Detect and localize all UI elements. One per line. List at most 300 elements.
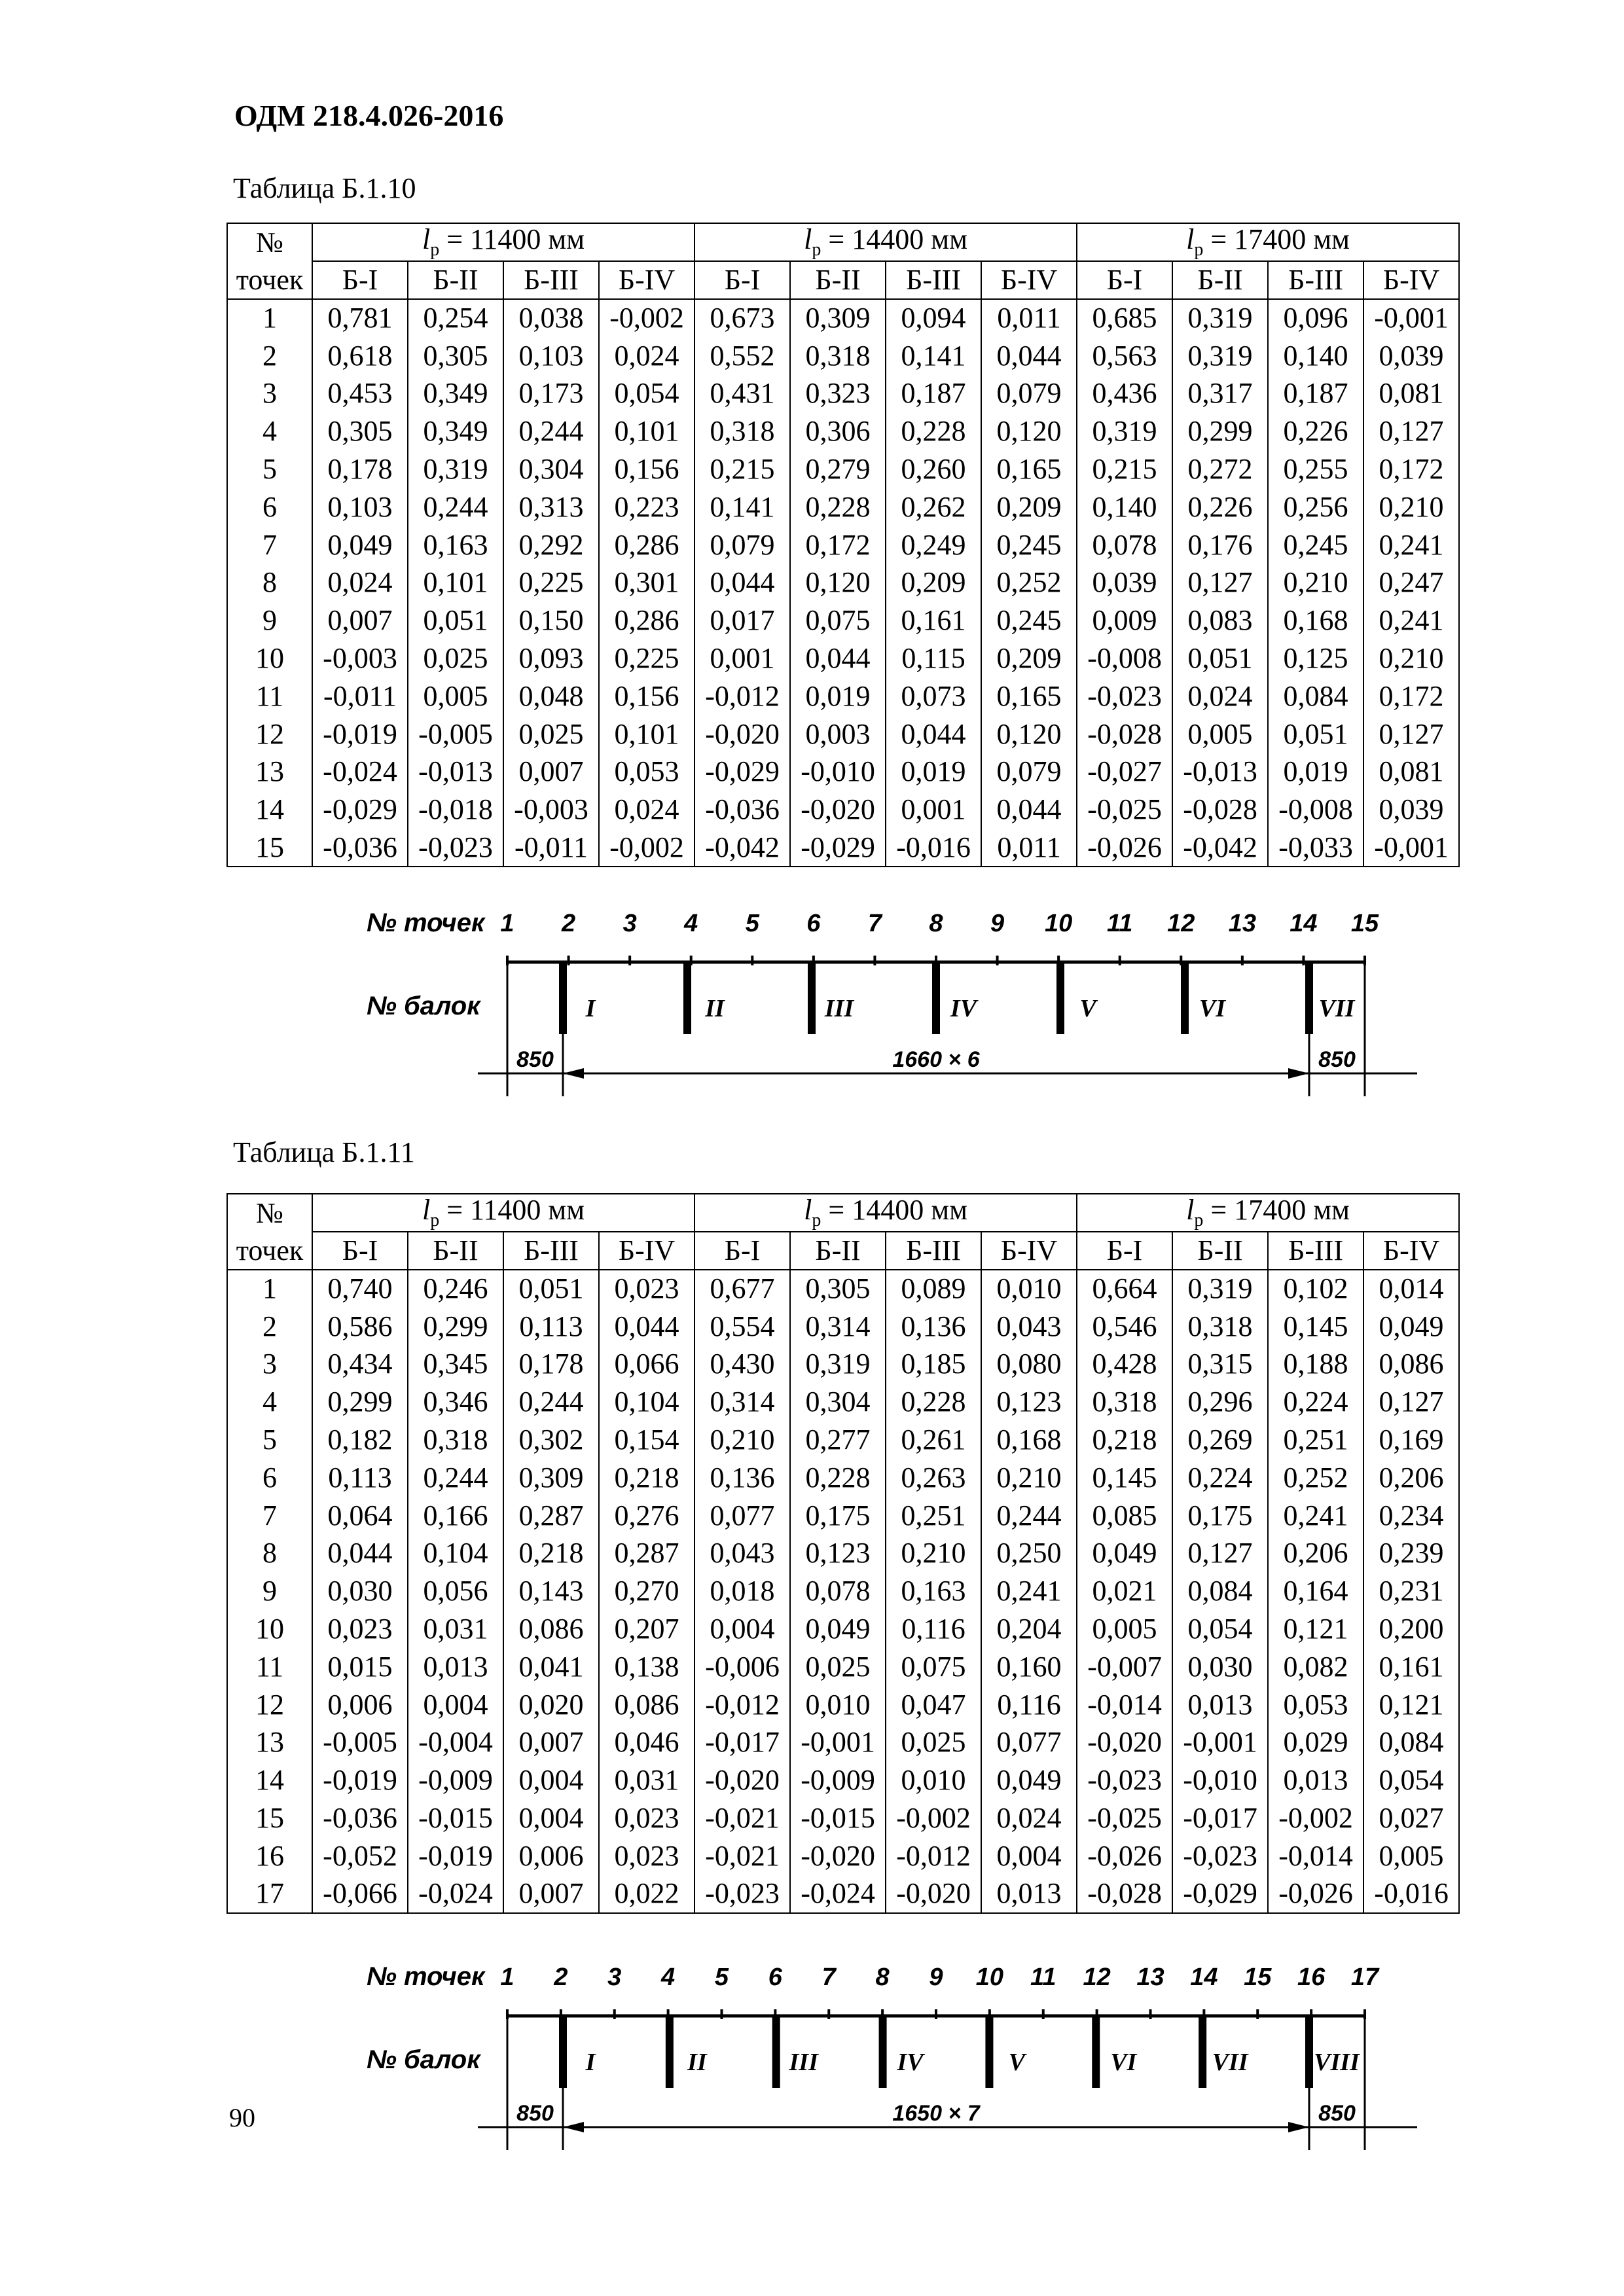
point-number: 9	[227, 601, 312, 639]
table-row	[227, 1837, 1459, 1875]
beam-header: Б-IV	[599, 1232, 695, 1270]
coefficient-cell: 0,023	[599, 1837, 695, 1875]
point-number-label: 8	[875, 1964, 890, 1991]
coefficient-cell: 0,077	[695, 1497, 790, 1535]
beam-header: Б-II	[1172, 1232, 1268, 1270]
coefficient-cell: 0,031	[599, 1761, 695, 1799]
coefficient-cell: 0,187	[886, 375, 981, 413]
beam-numeral: II	[687, 2049, 707, 2076]
coefficient-cell: 0,586	[312, 1308, 408, 1346]
coefficient-cell: 0,164	[1268, 1572, 1363, 1610]
coefficient-cell: 0,048	[503, 677, 599, 715]
table-row	[227, 1383, 1459, 1421]
coefficient-cell: 0,188	[1268, 1346, 1363, 1384]
point-number: 11	[227, 677, 312, 715]
points-subheader: точек	[227, 1232, 312, 1270]
coefficient-cell: 0,120	[790, 564, 886, 602]
point-number-label: 12	[1167, 910, 1195, 937]
coefficient-cell: 0,270	[599, 1572, 695, 1610]
beam-header: Б-I	[312, 1232, 408, 1270]
table-row	[227, 1270, 1459, 1308]
point-number: 14	[227, 1761, 312, 1799]
coefficient-cell: 0,145	[1268, 1308, 1363, 1346]
point-number: 6	[227, 488, 312, 526]
coefficient-cell: -0,028	[1077, 1875, 1172, 1913]
coefficient-cell: 0,304	[503, 450, 599, 488]
coefficient-cell: 0,005	[1172, 715, 1268, 753]
point-number: 11	[227, 1648, 312, 1686]
coefficient-cell: -0,003	[312, 639, 408, 677]
beam-scheme	[367, 1947, 1427, 2157]
coefficient-cell: -0,004	[408, 1724, 503, 1762]
table-row	[227, 1648, 1459, 1686]
coefficient-cell: -0,012	[695, 1686, 790, 1724]
table-row	[227, 829, 1459, 867]
coefficient-cell: 0,200	[1363, 1610, 1459, 1648]
coefficient-cell: 0,154	[599, 1421, 695, 1459]
coefficient-cell: 0,093	[503, 639, 599, 677]
beam-numeral: VI	[1199, 995, 1226, 1022]
beam-numeral: I	[585, 2049, 596, 2076]
coefficient-cell: 0,123	[790, 1535, 886, 1573]
coefficient-cell: 0,166	[408, 1497, 503, 1535]
coefficient-cell: -0,024	[312, 753, 408, 791]
coefficient-cell: 0,218	[599, 1459, 695, 1497]
coefficient-cell: 0,187	[1268, 375, 1363, 413]
beam-rib	[772, 2016, 780, 2088]
coefficient-cell: 0,005	[1363, 1837, 1459, 1875]
coefficient-cell: 0,314	[695, 1383, 790, 1421]
coefficient-cell: -0,006	[695, 1648, 790, 1686]
coefficient-cell: 0,004	[695, 1610, 790, 1648]
beam-header: Б-IV	[981, 261, 1077, 299]
beam-header: Б-II	[408, 1232, 503, 1270]
table-row	[227, 1799, 1459, 1837]
coefficient-cell: 0,022	[599, 1875, 695, 1913]
coefficient-cell: 0,318	[1172, 1308, 1268, 1346]
point-number: 2	[227, 1308, 312, 1346]
coefficient-cell: 0,136	[886, 1308, 981, 1346]
coefficient-cell: 0,013	[1268, 1761, 1363, 1799]
coefficient-cell: -0,018	[408, 791, 503, 829]
coefficient-cell: -0,005	[312, 1724, 408, 1762]
coefficient-cell: 0,345	[408, 1346, 503, 1384]
coefficient-cell: -0,042	[1172, 829, 1268, 867]
table-row	[227, 1421, 1459, 1459]
coefficient-cell: 0,250	[981, 1535, 1077, 1573]
point-number-label: 4	[684, 910, 698, 937]
coefficient-cell: -0,026	[1268, 1875, 1363, 1913]
coefficient-cell: 0,256	[1268, 488, 1363, 526]
coefficient-cell: 0,010	[981, 1270, 1077, 1308]
coefficient-cell: -0,001	[1363, 299, 1459, 337]
table-row	[227, 299, 1459, 337]
point-number: 12	[227, 1686, 312, 1724]
coefficient-cell: 0,121	[1268, 1610, 1363, 1648]
coefficient-cell: -0,019	[312, 715, 408, 753]
coefficient-cell: 0,313	[503, 488, 599, 526]
beam-header: Б-II	[1172, 261, 1268, 299]
span-header	[695, 223, 1077, 261]
coefficient-cell: 0,001	[886, 791, 981, 829]
coefficient-cell: 0,305	[790, 1270, 886, 1308]
point-number: 16	[227, 1837, 312, 1875]
span-value: = 17400 мм	[1203, 223, 1350, 256]
coefficient-cell: -0,024	[790, 1875, 886, 1913]
table-row	[227, 412, 1459, 450]
table-row	[227, 601, 1459, 639]
coefficient-cell: 0,260	[886, 450, 981, 488]
points-header: №	[227, 223, 312, 261]
coefficient-cell: 0,025	[408, 639, 503, 677]
coefficient-cell: 0,083	[1172, 601, 1268, 639]
table-row	[227, 639, 1459, 677]
point-number-label: 7	[867, 910, 882, 937]
coefficient-cell: 0,011	[981, 299, 1077, 337]
coefficient-cell: 0,287	[599, 1535, 695, 1573]
coefficient-cell: 0,269	[1172, 1421, 1268, 1459]
coefficient-cell: 0,025	[886, 1724, 981, 1762]
point-number-label: 13	[1228, 910, 1256, 937]
coefficient-cell: 0,006	[312, 1686, 408, 1724]
coefficient-cell: 0,261	[886, 1421, 981, 1459]
coefficient-cell: 0,239	[1363, 1535, 1459, 1573]
table-row	[227, 488, 1459, 526]
coefficient-cell: 0,054	[1172, 1610, 1268, 1648]
coefficient-cell: 0,079	[981, 753, 1077, 791]
coefficient-cell: 0,306	[790, 412, 886, 450]
end-dimension: 850	[1318, 2101, 1356, 2126]
coefficient-cell: 0,085	[1077, 1497, 1172, 1535]
coefficient-cell: 0,054	[1363, 1761, 1459, 1799]
point-number-label: 10	[975, 1964, 1004, 1991]
coefficient-cell: 0,051	[503, 1270, 599, 1308]
coefficient-cell: 0,685	[1077, 299, 1172, 337]
span-value: = 17400 мм	[1203, 1194, 1350, 1227]
lp-subscript: р	[812, 239, 821, 260]
coefficient-cell: -0,008	[1077, 639, 1172, 677]
table-caption: Таблица Б.1.10	[233, 172, 416, 204]
coefficient-cell: 0,160	[981, 1648, 1077, 1686]
coefficient-cell: 0,019	[886, 753, 981, 791]
table-row	[227, 1610, 1459, 1648]
coefficient-cell: 0,044	[312, 1535, 408, 1573]
beam-rib	[985, 2016, 993, 2088]
coefficient-cell: 0,011	[981, 829, 1077, 867]
points-subheader: точек	[227, 261, 312, 299]
coefficient-cell: 0,296	[1172, 1383, 1268, 1421]
coefficient-cell: 0,024	[599, 791, 695, 829]
coefficient-cell: -0,052	[312, 1837, 408, 1875]
points-label: № точек	[367, 908, 485, 937]
coefficient-cell: 0,145	[1077, 1459, 1172, 1497]
coefficient-cell: -0,010	[1172, 1761, 1268, 1799]
beam-numeral: VIII	[1314, 2049, 1360, 2076]
coefficient-cell: 0,277	[790, 1421, 886, 1459]
coefficient-cell: 0,299	[1172, 412, 1268, 450]
coefficient-cell: 0,113	[503, 1308, 599, 1346]
coefficient-cell: 0,244	[503, 412, 599, 450]
coefficient-cell: -0,013	[408, 753, 503, 791]
coefficient-cell: -0,025	[1077, 791, 1172, 829]
coefficient-cell: 0,673	[695, 299, 790, 337]
coefficient-cell: 0,073	[886, 677, 981, 715]
lp-subscript: р	[812, 1210, 821, 1230]
coefficient-cell: 0,254	[408, 299, 503, 337]
coefficient-cell: 0,210	[695, 1421, 790, 1459]
coefficient-cell: 0,044	[695, 564, 790, 602]
beam-numeral: I	[585, 995, 596, 1022]
points-header: №	[227, 1194, 312, 1232]
point-number: 3	[227, 1346, 312, 1384]
coefficient-cell: 0,319	[1077, 412, 1172, 450]
lp-subscript: р	[430, 239, 440, 260]
coefficient-cell: 0,453	[312, 375, 408, 413]
coefficient-cell: 0,023	[599, 1270, 695, 1308]
coefficient-cell: 0,013	[1172, 1686, 1268, 1724]
table-row	[227, 1761, 1459, 1799]
table-row	[227, 1535, 1459, 1573]
coefficient-cell: 0,120	[981, 715, 1077, 753]
coefficient-cell: -0,009	[790, 1761, 886, 1799]
beam-header: Б-III	[503, 261, 599, 299]
coefficient-cell: -0,036	[312, 1799, 408, 1837]
coefficient-cell: -0,023	[695, 1875, 790, 1913]
point-number: 13	[227, 1724, 312, 1762]
coefficient-cell: 0,263	[886, 1459, 981, 1497]
end-dimension: 850	[1318, 1047, 1356, 1072]
table-row	[227, 715, 1459, 753]
point-number-label: 3	[607, 1964, 622, 1991]
coefficient-cell: 0,305	[312, 412, 408, 450]
coefficient-cell: 0,182	[312, 1421, 408, 1459]
coefficient-cell: 0,086	[1363, 1346, 1459, 1384]
coefficient-cell: 0,127	[1363, 412, 1459, 450]
point-number: 8	[227, 1535, 312, 1573]
coefficient-cell: 0,241	[981, 1572, 1077, 1610]
coefficient-cell: 0,225	[599, 639, 695, 677]
coefficient-cell: 0,121	[1363, 1686, 1459, 1724]
coefficient-cell: -0,001	[1363, 829, 1459, 867]
coefficient-cell: 0,056	[408, 1572, 503, 1610]
coefficient-cell: 0,209	[886, 564, 981, 602]
coefficient-cell: 0,079	[695, 526, 790, 564]
coefficient-cell: 0,224	[1172, 1459, 1268, 1497]
coefficient-cell: 0,024	[599, 337, 695, 375]
coefficient-cell: 0,228	[790, 488, 886, 526]
coefficient-cell: 0,115	[886, 639, 981, 677]
coefficient-cell: 0,078	[790, 1572, 886, 1610]
table-row	[227, 1875, 1459, 1913]
span-header	[1077, 223, 1459, 261]
beam-scheme	[367, 893, 1427, 1103]
coefficient-cell: 0,082	[1268, 1648, 1363, 1686]
beam-numeral: IV	[897, 2049, 924, 2076]
beam-header: Б-IV	[981, 1232, 1077, 1270]
point-number: 12	[227, 715, 312, 753]
coefficient-cell: 0,156	[599, 677, 695, 715]
point-number-label: 8	[929, 910, 943, 937]
coefficient-cell: -0,001	[790, 1724, 886, 1762]
coefficient-cell: -0,023	[1172, 1837, 1268, 1875]
coefficient-cell: 0,554	[695, 1308, 790, 1346]
coefficient-cell: 0,039	[1077, 564, 1172, 602]
point-number-label: 3	[623, 910, 637, 937]
coefficient-cell: 0,175	[1172, 1497, 1268, 1535]
point-number-label: 4	[661, 1964, 676, 1991]
coefficient-cell: -0,001	[1172, 1724, 1268, 1762]
coefficient-cell: -0,023	[1077, 677, 1172, 715]
coefficient-cell: 0,156	[599, 450, 695, 488]
coefficient-cell: 0,246	[408, 1270, 503, 1308]
point-number-label: 13	[1136, 1964, 1164, 1991]
coefficient-cell: 0,252	[1268, 1459, 1363, 1497]
beam-numeral: IV	[950, 995, 977, 1022]
coefficient-cell: 0,023	[312, 1610, 408, 1648]
point-number: 14	[227, 791, 312, 829]
table-row	[227, 375, 1459, 413]
coefficient-cell: 0,123	[981, 1383, 1077, 1421]
coefficient-cell: 0,349	[408, 375, 503, 413]
coefficient-cell: -0,020	[886, 1875, 981, 1913]
coefficient-cell: 0,079	[981, 375, 1077, 413]
coefficient-cell: -0,014	[1268, 1837, 1363, 1875]
coefficient-cell: 0,251	[1268, 1421, 1363, 1459]
point-number-label: 14	[1290, 910, 1318, 937]
coefficient-cell: 0,116	[886, 1610, 981, 1648]
end-dimension: 850	[516, 1047, 554, 1072]
coefficient-cell: 0,249	[886, 526, 981, 564]
coefficient-cell: 0,047	[886, 1686, 981, 1724]
coefficient-cell: 0,431	[695, 375, 790, 413]
coefficient-cell: 0,024	[312, 564, 408, 602]
coefficient-cell: 0,004	[981, 1837, 1077, 1875]
coefficient-cell: 0,054	[599, 375, 695, 413]
dimension-arrow	[1288, 1068, 1309, 1079]
table-row	[227, 791, 1459, 829]
point-number-label: 14	[1190, 1964, 1218, 1991]
point-number-label: 6	[768, 1964, 782, 1991]
beam-numeral: III	[789, 2049, 818, 2076]
beams-label: № балок	[367, 992, 480, 1020]
coefficient-cell: -0,023	[408, 829, 503, 867]
coefficient-cell: 0,664	[1077, 1270, 1172, 1308]
beam-header: Б-II	[790, 1232, 886, 1270]
coefficient-cell: 0,168	[981, 1421, 1077, 1459]
coefficient-cell: -0,002	[599, 299, 695, 337]
coefficient-cell: 0,051	[1172, 639, 1268, 677]
point-number: 4	[227, 1383, 312, 1421]
coefficient-cell: -0,011	[312, 677, 408, 715]
beam-rib	[879, 2016, 887, 2088]
coefficient-cell: -0,028	[1172, 791, 1268, 829]
dimension-arrow	[563, 2122, 584, 2132]
coefficient-cell: -0,003	[503, 791, 599, 829]
coefficient-cell: 0,245	[1268, 526, 1363, 564]
coefficient-cell: 0,618	[312, 337, 408, 375]
coefficient-cell: 0,304	[790, 1383, 886, 1421]
beam-header: Б-IV	[1363, 1232, 1459, 1270]
coefficient-cell: 0,039	[1363, 791, 1459, 829]
page-number: 90	[229, 2103, 255, 2132]
coefficient-cell: 0,007	[503, 1724, 599, 1762]
coefficient-cell: 0,013	[981, 1875, 1077, 1913]
beam-header: Б-III	[503, 1232, 599, 1270]
coefficient-cell: 0,101	[599, 412, 695, 450]
beam-rib	[808, 962, 816, 1034]
coefficient-cell: 0,046	[599, 1724, 695, 1762]
point-number-label: 2	[562, 910, 576, 937]
coefficient-cell: 0,210	[886, 1535, 981, 1573]
coefficient-cell: -0,011	[503, 829, 599, 867]
coefficient-cell: 0,101	[599, 715, 695, 753]
coefficient-cell: 0,228	[886, 412, 981, 450]
table-row	[227, 337, 1459, 375]
point-number: 3	[227, 375, 312, 413]
coefficient-cell: 0,084	[1363, 1724, 1459, 1762]
coefficient-cell: 0,305	[408, 337, 503, 375]
coefficient-cell: 0,302	[503, 1421, 599, 1459]
point-number: 10	[227, 1610, 312, 1648]
coefficient-cell: 0,210	[1363, 488, 1459, 526]
table-row	[227, 1724, 1459, 1762]
coefficient-cell: 0,292	[503, 526, 599, 564]
coefficient-cell: 0,094	[886, 299, 981, 337]
coefficient-cell: 0,141	[695, 488, 790, 526]
coefficient-cell: 0,206	[1268, 1535, 1363, 1573]
table-row	[227, 677, 1459, 715]
coefficient-cell: 0,244	[408, 1459, 503, 1497]
coefficient-cell: 0,168	[1268, 601, 1363, 639]
coefficient-cell: -0,020	[790, 791, 886, 829]
coefficient-cell: -0,009	[408, 1761, 503, 1799]
coefficient-cell: 0,019	[1268, 753, 1363, 791]
coefficient-cell: 0,025	[503, 715, 599, 753]
table-caption: Таблица Б.1.11	[233, 1136, 415, 1168]
coefficient-cell: 0,075	[790, 601, 886, 639]
beam-header: Б-III	[1268, 261, 1363, 299]
coefficient-cell: 0,086	[599, 1686, 695, 1724]
point-number-label: 15	[1350, 910, 1379, 937]
point-number-label: 2	[554, 1964, 568, 1991]
table-row	[227, 1572, 1459, 1610]
coefficient-cell: 0,228	[790, 1459, 886, 1497]
coefficient-cell: -0,020	[695, 1761, 790, 1799]
beam-rib	[1181, 962, 1189, 1034]
point-number-label: 16	[1297, 1964, 1326, 1991]
coefficient-cell: 0,080	[981, 1346, 1077, 1384]
coefficient-cell: 0,140	[1268, 337, 1363, 375]
coefficient-cell: -0,026	[1077, 829, 1172, 867]
coefficient-cell: -0,066	[312, 1875, 408, 1913]
coefficient-cell: -0,023	[1077, 1761, 1172, 1799]
point-number-label: 11	[1106, 910, 1133, 937]
coefficient-cell: 0,319	[1172, 337, 1268, 375]
coefficient-cell: -0,016	[886, 829, 981, 867]
point-number: 17	[227, 1875, 312, 1913]
middle-dimension: 1650 × 7	[892, 2101, 980, 2126]
coefficient-cell: 0,101	[408, 564, 503, 602]
coefficient-cell: 0,210	[1363, 639, 1459, 677]
beam-numeral: II	[705, 995, 725, 1022]
lp-subscript: р	[1194, 239, 1204, 260]
coefficient-cell: 0,677	[695, 1270, 790, 1308]
coefficient-cell: 0,089	[886, 1270, 981, 1308]
coefficient-cell: 0,241	[1363, 601, 1459, 639]
coefficient-cell: -0,005	[408, 715, 503, 753]
coefficient-cell: 0,546	[1077, 1308, 1172, 1346]
coefficient-cell: 0,051	[408, 601, 503, 639]
